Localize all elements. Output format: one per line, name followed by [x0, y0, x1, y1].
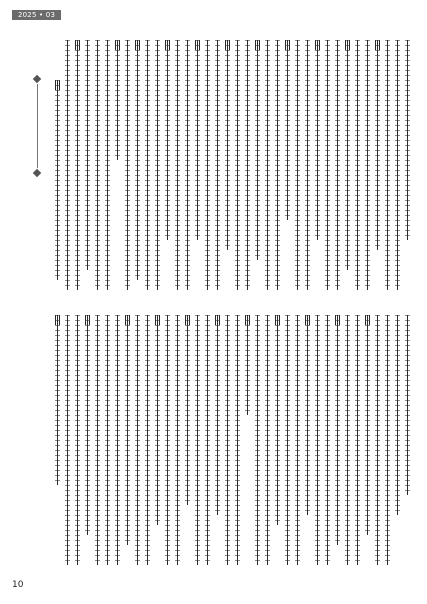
dialogue-dash-mark	[55, 80, 60, 90]
mongolian-text-column	[264, 40, 271, 290]
mongolian-text-column	[254, 40, 261, 260]
script-glyphs	[114, 40, 121, 160]
script-glyphs	[264, 40, 271, 290]
mongolian-text-column	[214, 40, 221, 290]
mongolian-text-column	[214, 315, 221, 515]
script-glyphs	[214, 40, 221, 290]
mongolian-text-column	[184, 315, 191, 505]
script-glyphs	[344, 40, 351, 270]
dialogue-dash-mark	[55, 315, 60, 325]
script-glyphs	[294, 40, 301, 290]
script-glyphs	[394, 40, 401, 290]
vertical-mongolian-text-body	[52, 30, 417, 570]
mongolian-text-column	[224, 40, 231, 250]
script-glyphs	[264, 315, 271, 565]
mongolian-text-column	[344, 40, 351, 270]
script-glyphs	[224, 40, 231, 250]
mongolian-text-column	[164, 315, 171, 565]
script-glyphs	[54, 315, 61, 485]
script-glyphs	[404, 315, 411, 495]
script-glyphs	[364, 40, 371, 290]
script-glyphs	[384, 315, 391, 565]
mongolian-text-column	[194, 315, 201, 565]
mongolian-text-column	[134, 315, 141, 565]
mongolian-text-column	[304, 315, 311, 515]
script-glyphs	[254, 315, 261, 565]
mongolian-text-column	[244, 315, 251, 415]
mongolian-text-column	[354, 40, 361, 290]
script-glyphs	[354, 40, 361, 290]
script-glyphs	[74, 315, 81, 565]
mongolian-text-column	[204, 40, 211, 290]
script-glyphs	[304, 40, 311, 290]
issue-badge: 2025 • 03	[12, 10, 61, 20]
script-glyphs	[404, 40, 411, 240]
mongolian-text-column	[164, 40, 171, 240]
mongolian-text-column	[394, 315, 401, 515]
dialogue-dash-mark	[155, 315, 160, 325]
dialogue-dash-mark	[75, 40, 80, 50]
script-glyphs	[194, 40, 201, 240]
mongolian-text-column	[54, 315, 61, 485]
mongolian-text-column	[204, 315, 211, 565]
script-glyphs	[54, 80, 61, 280]
dialogue-dash-mark	[185, 315, 190, 325]
script-glyphs	[154, 40, 161, 290]
script-glyphs	[84, 40, 91, 270]
script-glyphs	[144, 40, 151, 290]
dialogue-dash-mark	[195, 40, 200, 50]
script-glyphs	[154, 315, 161, 525]
mongolian-text-column	[134, 40, 141, 280]
script-glyphs	[324, 40, 331, 290]
mongolian-text-column	[54, 80, 61, 280]
mongolian-text-column	[184, 40, 191, 290]
mongolian-text-column	[364, 315, 371, 535]
dialogue-dash-mark	[345, 40, 350, 50]
mongolian-text-column	[84, 40, 91, 270]
dialogue-dash-mark	[115, 40, 120, 50]
script-glyphs	[284, 40, 291, 220]
mongolian-text-column	[144, 40, 151, 290]
mongolian-text-column	[64, 315, 71, 565]
script-glyphs	[334, 40, 341, 290]
mongolian-text-column	[314, 40, 321, 240]
script-glyphs	[294, 315, 301, 565]
script-glyphs	[94, 315, 101, 565]
script-glyphs	[394, 315, 401, 515]
script-glyphs	[334, 315, 341, 545]
script-glyphs	[344, 315, 351, 565]
mongolian-text-column	[154, 40, 161, 290]
script-glyphs	[304, 315, 311, 515]
mongolian-text-column	[274, 40, 281, 290]
mongolian-text-column	[64, 40, 71, 290]
mongolian-text-column	[174, 315, 181, 565]
dialogue-dash-mark	[135, 40, 140, 50]
script-glyphs	[354, 315, 361, 565]
mongolian-text-column	[74, 315, 81, 565]
mongolian-text-column	[294, 315, 301, 565]
dialogue-dash-mark	[225, 40, 230, 50]
script-glyphs	[204, 315, 211, 565]
mongolian-text-column	[384, 40, 391, 290]
mongolian-text-column	[104, 315, 111, 565]
script-glyphs	[274, 40, 281, 290]
mongolian-text-column	[274, 315, 281, 525]
mongolian-text-column	[374, 40, 381, 250]
script-glyphs	[114, 315, 121, 565]
mongolian-text-column	[394, 40, 401, 290]
script-glyphs	[144, 315, 151, 565]
mongolian-text-column	[334, 315, 341, 545]
mongolian-text-column	[174, 40, 181, 290]
dialogue-dash-mark	[165, 40, 170, 50]
mongolian-text-column	[114, 40, 121, 160]
mongolian-text-column	[374, 315, 381, 565]
mongolian-text-column	[104, 40, 111, 290]
mongolian-text-column	[354, 315, 361, 565]
mongolian-text-column	[304, 40, 311, 290]
dialogue-dash-mark	[125, 315, 130, 325]
mongolian-text-column	[124, 40, 131, 290]
script-glyphs	[164, 315, 171, 565]
script-glyphs	[234, 40, 241, 290]
dialogue-dash-mark	[215, 315, 220, 325]
dialogue-dash-mark	[85, 315, 90, 325]
mongolian-text-column	[404, 40, 411, 240]
script-glyphs	[74, 40, 81, 290]
ornament-line	[37, 84, 38, 168]
mongolian-text-column	[254, 315, 261, 565]
mongolian-text-column	[84, 315, 91, 535]
script-glyphs	[234, 315, 241, 565]
mongolian-text-column	[384, 315, 391, 565]
page-number: 10	[12, 580, 24, 590]
ornament-diamond-icon	[33, 75, 41, 83]
script-glyphs	[374, 315, 381, 565]
script-glyphs	[364, 315, 371, 535]
script-glyphs	[134, 40, 141, 280]
running-header-ornament	[32, 74, 42, 178]
dialogue-dash-mark	[255, 40, 260, 50]
mongolian-text-column	[94, 40, 101, 290]
dialogue-dash-mark	[335, 315, 340, 325]
ornament-diamond-icon	[33, 169, 41, 177]
script-glyphs	[284, 315, 291, 565]
mongolian-text-column	[264, 315, 271, 565]
mongolian-text-column	[234, 315, 241, 565]
script-glyphs	[274, 315, 281, 525]
dialogue-dash-mark	[315, 40, 320, 50]
script-glyphs	[244, 315, 251, 415]
mongolian-text-column	[94, 315, 101, 565]
script-glyphs	[94, 40, 101, 290]
script-glyphs	[64, 315, 71, 565]
dialogue-dash-mark	[375, 40, 380, 50]
dialogue-dash-mark	[275, 315, 280, 325]
script-glyphs	[214, 315, 221, 515]
script-glyphs	[164, 40, 171, 240]
mongolian-text-column	[294, 40, 301, 290]
mongolian-text-column	[324, 40, 331, 290]
mongolian-text-column	[194, 40, 201, 240]
mongolian-text-column	[74, 40, 81, 290]
script-glyphs	[104, 315, 111, 565]
script-glyphs	[124, 40, 131, 290]
mongolian-text-column	[284, 40, 291, 220]
mongolian-text-column	[314, 315, 321, 565]
mongolian-text-column	[344, 315, 351, 565]
script-glyphs	[124, 315, 131, 545]
dialogue-dash-mark	[285, 40, 290, 50]
script-glyphs	[384, 40, 391, 290]
mongolian-text-column	[124, 315, 131, 545]
script-glyphs	[194, 315, 201, 565]
script-glyphs	[184, 315, 191, 505]
script-glyphs	[64, 40, 71, 290]
mongolian-text-column	[334, 40, 341, 290]
dialogue-dash-mark	[305, 315, 310, 325]
dialogue-dash-mark	[245, 315, 250, 325]
script-glyphs	[84, 315, 91, 535]
script-glyphs	[254, 40, 261, 260]
dialogue-dash-mark	[365, 315, 370, 325]
mongolian-text-column	[284, 315, 291, 565]
script-glyphs	[374, 40, 381, 250]
script-glyphs	[204, 40, 211, 290]
script-glyphs	[174, 315, 181, 565]
mongolian-text-column	[404, 315, 411, 495]
mongolian-text-column	[244, 40, 251, 290]
mongolian-text-column	[114, 315, 121, 565]
script-glyphs	[324, 315, 331, 565]
script-glyphs	[244, 40, 251, 290]
mongolian-text-column	[324, 315, 331, 565]
mongolian-text-column	[364, 40, 371, 290]
mongolian-text-column	[144, 315, 151, 565]
script-glyphs	[314, 315, 321, 565]
script-glyphs	[184, 40, 191, 290]
script-glyphs	[174, 40, 181, 290]
mongolian-text-column	[224, 315, 231, 565]
script-glyphs	[224, 315, 231, 565]
script-glyphs	[134, 315, 141, 565]
mongolian-text-column	[234, 40, 241, 290]
mongolian-text-column	[154, 315, 161, 525]
script-glyphs	[314, 40, 321, 240]
script-glyphs	[104, 40, 111, 290]
